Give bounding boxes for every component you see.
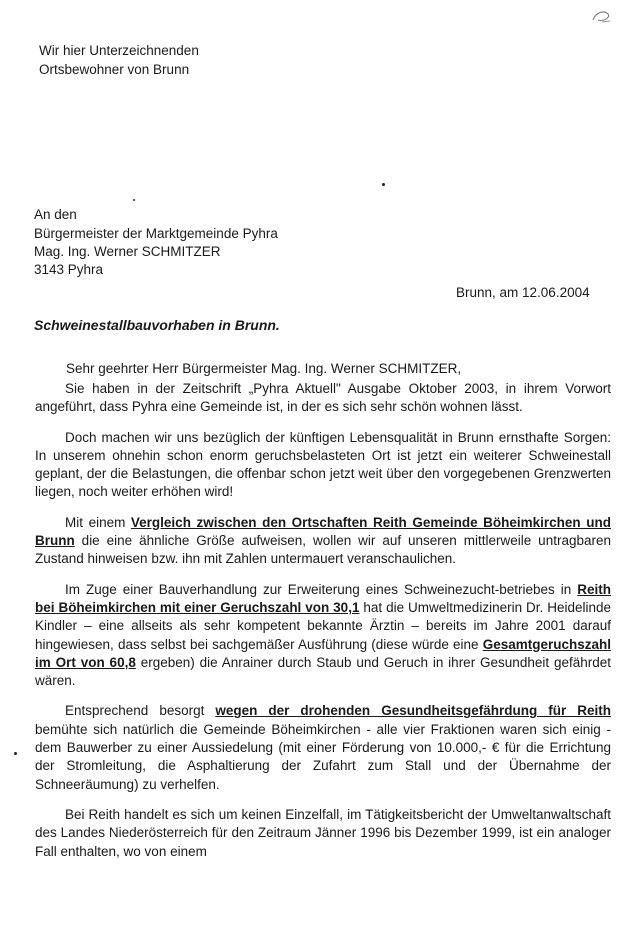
scan-speck [133,199,135,201]
paragraph-4: Im Zuge einer Bauverhandlung zur Erweiterung eines Schweinezucht-betriebes in Reith bei Böheimkirchen mit einer Geruchszahl von 30,1 hat die Umweltmedizinerin Dr. Heidelinde Kindler – eine allseits als sehr kompetent bekannte Ärztin – bereits im Jahre 2001 darauf hingewiesen, dass selbst bei sachgemäßer Ausführung (diese würde eine Gesamtgeruchszahl im Ort von 60,8 ergeben) die Anrainer durch Staub und Geruch in ihrer Gesundheit gefährdet wären. [35,581,611,689]
body-text [35,380,611,861]
emphasis-total-odour: Gesamtgeruchszahl im Ort von 60,8 [35,636,611,670]
place-date: Brunn, am 12.06.2004 [456,285,590,300]
scan-speck [382,183,385,186]
emphasis-health-risk: wegen der drohenden Gesundheitsgefährdung für Reith [215,703,611,719]
recipient-line-3: Mag. Ing. Werner SCHMITZER [34,244,221,259]
recipient-line-4: 3143 Pyhra [34,262,104,277]
scan-speck [14,752,17,755]
emphasis-reith-odour: Reith bei Böheimkirchen mit einer Geruchszahl von 30,1 [35,581,611,615]
salutation: Sehr geehrter Herr Bürgermeister Mag. Ing. Werner SCHMITZER, [66,361,462,376]
recipient-line-2: Bürgermeister der Marktgemeinde Pyhra [34,226,278,241]
scribble-mark [590,8,614,26]
emphasis-comparison: Vergleich zwischen den Ortschaften Reith Gemeinde Böheimkirchen und Brunn [35,514,611,549]
paragraph-2: Doch machen wir uns bezüglich der künftigen Lebensqualität in Brunn ernsthafte Sorgen: In unserem ohnehin schon enorm geruchsbelasteten Ort ist jetzt ein weiterer Schweinestall geplant, der die Belastungen, die offenbar schon jetzt weit über den vorgegebenen Grenzwerten liegen, noch weiter erhöhen wird! [35,429,611,500]
paragraph-5: Entsprechend besorgt wegen der drohenden Gesundheitsgefährdung für Reith bemühte sich natürlich die Gemeinde Böheimkirchen - alle vier Fraktionen waren sich einig - dem Bauwerber zu einer Aussiedelung (mit einer Förderung von 10.000,- € für die Errichtung der Stromleitung, die Asphaltierung der Zufahrt zum Stall und der Übernahme der Schneeräumung) zu verhelfen. [35,703,611,792]
sender-line-2: Ortsbewohner von Brunn [39,62,190,77]
recipient-line-1: An den [34,207,77,222]
paragraph-3: Mit einem Vergleich zwischen den Ortschaften Reith Gemeinde Böheimkirchen und Brunn die eine ähnliche Größe aufweisen, wollen wir auf unseren mittlerweile untragbaren Zustand hinweisen bzw. ihn mit Zahlen untermauert veranschaulichen. [35,514,611,567]
paragraph-6: Bei Reith handelt es sich um keinen Einzelfall, im Tätigkeitsbericht der Umweltanwaltschaft des Landes Niederösterreich für den Zeitraum Jänner 1996 bis Dezember 1999, ist ein analoger Fall enthalten, wo von einem [35,806,611,859]
sender-line-1: Wir hier Unterzeichnenden [39,43,199,58]
subject-line: Schweinestallbauvorhaben in Brunn. [34,317,280,333]
paragraph-1: Sie haben in der Zeitschrift „Pyhra Aktuell" Ausgabe Oktober 2003, in ihrem Vorwort angeführt, dass Pyhra eine Gemeinde ist, in der es sich sehr schön wohnen lässt. [35,381,611,415]
